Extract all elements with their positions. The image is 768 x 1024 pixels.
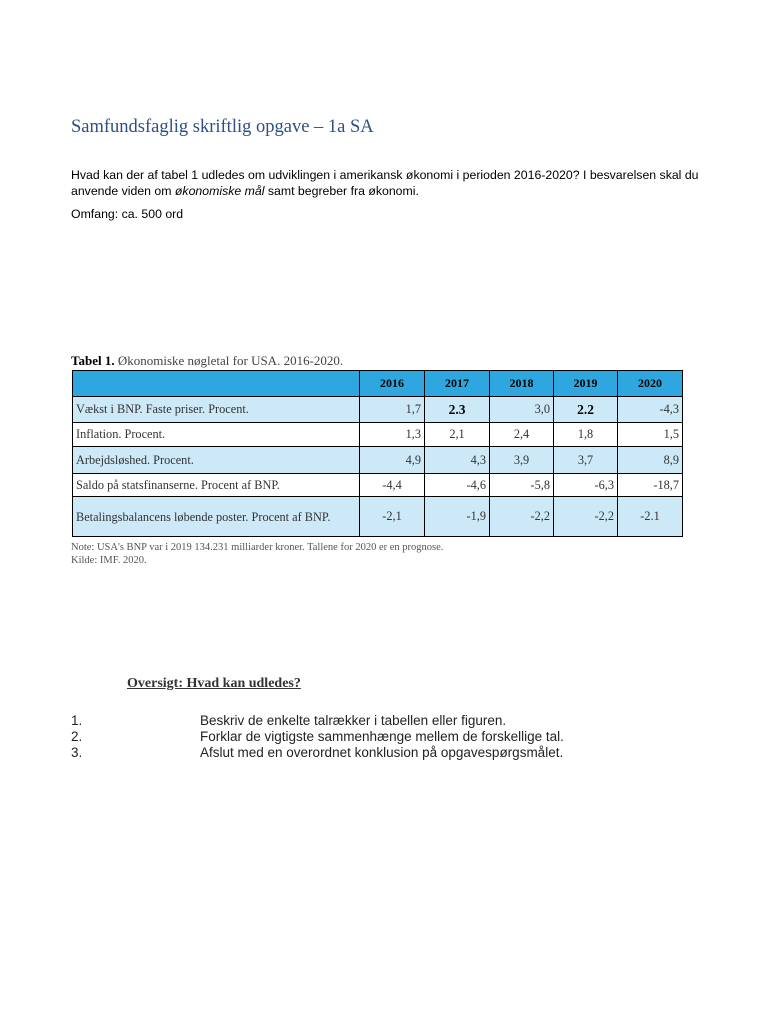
task-text [71,167,721,199]
table-cell: -5,8 [490,474,554,497]
table-caption-text: Økonomiske nøgletal for USA. 2016-2020. [114,353,344,368]
table-row [73,447,683,474]
table-caption-label: Tabel 1. [71,353,115,368]
table-cell: -2,2 [554,497,618,537]
table-cell: 1,7 [360,397,425,423]
table-cell: 1,8 [554,423,618,447]
table-cell: 3,9 [490,447,554,474]
table-cell: 1,5 [618,423,683,447]
table-cell: -1,9 [425,497,490,537]
table-cell: 2.3 [425,397,490,423]
table-cell: -4,3 [618,397,683,423]
source-text: Kilde: IMF. 2020. [71,555,147,566]
step-number: 3. [71,745,83,760]
table-cell: -2,2 [490,497,554,537]
scope-text: Omfang: ca. 500 ord [71,207,184,221]
task-part2: samt begreber fra økonomi. [264,184,419,198]
step-text: Forklar de vigtigste sammenhænge mellem de forskellige tal. [200,729,564,744]
table-cell: -4,6 [425,474,490,497]
row-label: Vækst i BNP. Faste priser. Procent. [73,397,360,423]
row-label: Saldo på statsfinanserne. Procent af BNP. [73,474,360,497]
note-text: Note: USA's BNP var i 2019 134.231 milliarder kroner. Tallene for 2020 er en prognose. [71,542,444,553]
header-cell: 2019 [554,371,618,397]
table-cell: -4,4 [360,474,425,497]
table-header-row [73,371,683,397]
task-part1: Hvad kan der af tabel 1 udledes om udviklingen i amerikansk økonomi i perioden 2016-2020? I besvarelsen skal du anvende viden om [71,168,699,198]
table-cell: 4,9 [360,447,425,474]
table-cell: -18,7 [618,474,683,497]
table-cell: 1,3 [360,423,425,447]
step-number: 2. [71,729,83,744]
row-label: Betalingsbalancens løbende poster. Procent af BNP. [73,497,360,537]
row-label: Inflation. Procent. [73,423,360,447]
table-row [73,497,683,537]
table-cell: 3,0 [490,397,554,423]
table-row [73,397,683,423]
table-note [71,541,443,567]
header-cell: 2017 [425,371,490,397]
table-caption [71,353,343,369]
table-cell: -2.1 [618,497,683,537]
table-row [73,474,683,497]
row-label: Arbejdsløshed. Procent. [73,447,360,474]
table-cell: -6,3 [554,474,618,497]
header-cell: 2018 [490,371,554,397]
table-cell: 2,1 [425,423,490,447]
step-text: Beskriv de enkelte talrækker i tabellen eller figuren. [200,713,507,728]
table-cell: 2,4 [490,423,554,447]
table-cell: 3,7 [554,447,618,474]
table-cell: 2.2 [554,397,618,423]
data-table [72,370,683,537]
table-cell: -2,1 [360,497,425,537]
step-number: 1. [71,713,83,728]
overview-heading: Oversigt: Hvad kan udledes? [127,676,301,691]
task-emphasis: økonomiske mål [174,184,265,198]
header-cell: 2016 [360,371,425,397]
document-title: Samfundsfaglig skriftlig opgave – 1a SA [71,117,374,137]
step-text: Afslut med en overordnet konklusion på opgavespørgsmålet. [200,745,564,760]
header-cell: 2020 [618,371,683,397]
table-cell: 4,3 [425,447,490,474]
table-cell: 8,9 [618,447,683,474]
header-cell [73,371,360,397]
table-row [73,423,683,447]
